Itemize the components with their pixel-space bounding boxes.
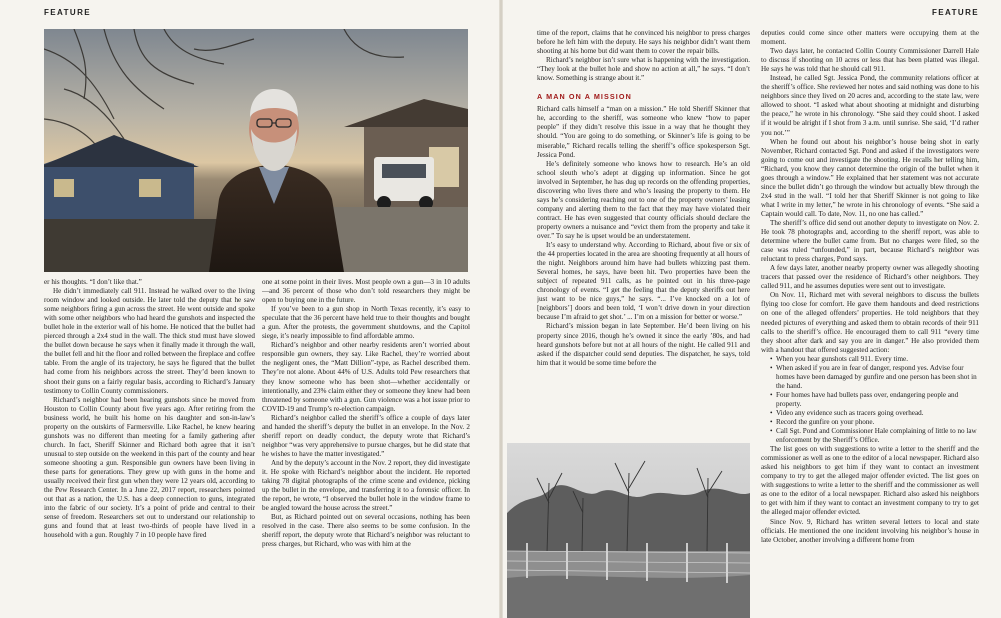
list-item: • Record the gunfire on your phone. [770,418,979,427]
paragraph: When he found out about his neighbor’s house being shot in early November, Richard contacted Sgt. Pond and asked if the investigators were going to come out and investigate the shooting. He recalls her telling him, “Richard, you know they cannot determine the origin of the bullet when it goes through a window.” He explained that her statement was not accurate since the bullet didn’t go through the window but actually blew through the 2x4 stud in the wall. “I told her that Sheriff Skinner is not going to like what I write in my letter,” he wrote in his chronology of events. “She said a Captain would call. To date, Nov. 11, no one has called.” [761,137,979,218]
paragraph: And by the deputy’s account in the Nov. 2 report, they did investigate it. He spoke with Richard’s neighbor about the incident. He reported taking 78 digital photographs of the crime scene and evidence, picking up the bullet in the envelope, and transferring it to a forensic officer. In the report, he wrote, “I observed the bullet hole in the window frame to be angled toward the house across the street.” [262,458,470,513]
paragraph: The list goes on with suggestions to write a letter to the sheriff and the commissioner as well as one to the editor of a local newspaper. Richard also asked his neighbors to get him if they want to contact an investment company to try to get the alleged major offender evicted. The list goes on with suggestions to write a letter to the sheriff and the commissioner as well as one to the editor of a local newspaper. Richard also asked his neighbors to get with him if they want to contact an investment company to try to get the alleged major offender evicted. [761,445,979,517]
section-label-left: FEATURE [44,8,91,17]
article-column-1 [44,278,255,618]
paragraph: He didn’t immediately call 911. Instead he walked over to the living room window and looked outside. He later told the deputy that he saw some neighbors firing a gun across the street. He went outside and spoke with some other neighbors who had heard the gunshots and inspected the bullet hole in the exterior wall of his home. He noticed that the bullet had pierced through a 2x4 stud in the wall. The thick stud must have slowed the bullet down because he says when it finally made it through the wall, the bullet fell and hit the floor and rolled between the fireplace and coffee table. From the angle of its trajectory, he says he figured that the bullet had come from his neighbors across the street. They’d been known to shoot their guns on a fairly regular basis, according to Richard’s January testimony to Collin County commissioners. [44,287,255,395]
paragraph: Richard’s mission began in late September. He’d been living on his property since 2016, though he’s owned it since the early ’80s, and had heard gunshots before but not at all hours of the night. He called 911 and asked if the dispatcher could send deputies. The dispatcher, he says, told him that it would be some time before the [537,322,750,367]
paragraph: Richard’s neighbor had been hearing gunshots since he moved from Houston to Collin County about five years ago. After retiring from the business world, he built his home on his daughter and son-in-law’s property on the outskirts of Farmersville. Like Rachel, he knew hearing gunshots was no different than meeting for a family gathering after church. In fact, Sheriff Skinner and Richard both agree that it isn’t unusual to step outside on the weekend in this part of the county and hear someone shooting a gun. Responsible gun owners have been living in these parts for generations. They grew up with guns in the home and usually received their first gun when they were 12 years old, according to the Pew Research Center. In a June 22, 2017 report, researchers pointed out that as a nation, the U.S. has a deep connection to guns, integrated into the fabric of our society. It’s a point of pride and central to their sense of freedom. Researchers set out to understand our relationship to guns and found that at least two-thirds of people have lived in a household with a gun. Roughly 7 in 10 people have fired [44,395,255,540]
paragraph: time of the report, claims that he convinced his neighbor to press charges before he left him with the deputy. He says his neighbor didn’t want them shooting at his home but did want them to cover the repair bills. [537,29,750,56]
list-item: • Call Sgt. Pond and Commissioner Hale complaining of little to no law enforcement by the Sheriff’s Office. [770,427,979,445]
paragraph: er his thoughts. “I don’t like that.” [44,278,142,286]
paragraph: It’s easy to understand why. According to Richard, about five or six of the 44 properties located in the area are shooting frequently at all hours of the night. Neighbors around him have had bullets whizzing past them. Several homes, he says, have been hit. Two properties have been the subject of repeated 911 calls, as he pointed out in his three-page chronology of events. “I get the feeling that the deputy sheriffs out here just want to be nice guys,” he says. “... I’ve knocked on a lot of [neighbors’] doors and been told, ‘I won’t drive down in your direction because I’m afraid to get shot.’ ... I’m on a mission for better or worse.” [537,241,750,322]
paragraph: Two days later, he contacted Collin County Commissioner Darrell Hale to discuss if shooting on 10 acres or less that has been platted was illegal. He says he was told that he should call 911. [761,47,979,74]
paragraph: deputies could come since other matters were occupying them at the moment. [761,29,979,47]
list-item: • When asked if you are in fear of danger, respond yes. Advise four homes have been damaged by gunfire and one person has been shot in the hand. [770,364,979,391]
paragraph: If you’ve been to a gun shop in North Texas recently, it’s easy to speculate that the 36 percent have held true to their thoughts and bought a gun. After the protests, the government shutdowns, and the Capitol siege, it’s nearly impossible to find affordable ammo. [262,305,470,341]
paragraph: Richard calls himself a “man on a mission.” He told Sheriff Skinner that he, according to the sheriff, was someone who knew “how to paper people” if they didn’t resolve this issue in a way that he thought they should. “You are going to do something, or Skinner’s life is going to be miserable,” Richard recalls telling the sheriff’s office spokesperson Sgt. Jessica Pond. [537,105,750,159]
paragraph: A few days later, another nearby property owner was allegedly shooting tracers that passed over the residence of Richard’s other neighbors. They called 911, and he assumes deputies were sent out to investigate. [761,264,979,291]
paragraph: one at some point in their lives. Most people own a gun—3 in 10 adults—and 36 percent of those who don’t told researchers they might be open to buying one in the future. [262,278,470,305]
list-item: • Video any evidence such as tracers going overhead. [770,409,979,418]
suggested-action-list [761,355,979,445]
portrait-photo [44,29,468,272]
article-column-3 [537,29,750,439]
paragraph: Richard’s neighbor isn’t sure what is happening with the investigation. “They look at the bullet hole and show no action at all,” he says. “I don’t know. Something is strange about it.” [537,56,750,83]
section-label-right: FEATURE [932,8,979,17]
subheading: A MAN ON A MISSION [537,92,632,102]
field-photo [507,443,750,618]
article-column-2 [262,278,470,618]
paragraph: The sheriff’s office did send out another deputy to investigate on Nov. 2. He took 78 photographs and, according to the sheriff report, was able to determine where the bullet came from. But no charges were filed, so the case was ruled “unfounded,” in part, because Richard’s neighbor was reluctant to press charges, Pond says. [761,218,979,264]
paragraph: He’s definitely someone who knows how to research. He’s an old school sleuth who’s adept at digging up information. Since he got involved in September, he has dug up records on the offending properties, discovering who lives there and who’s leasing the property to them. He says he’s considering reaching out to one of the property owners’ leasing company and alerting them to the fact that they may have violated their contract. He has even suggested that county officials should declare the property owners a nuisance and “evict them from the property and take it over.” To say he is upset would be an understatement. [537,159,750,240]
list-item: • Four homes have had bullets pass over, endangering people and property. [770,391,979,409]
page-gutter [499,0,503,618]
paragraph: Richard’s neighbor and other nearby residents aren’t worried about responsible gun owners, they say. Like Rachel, they’re worried about the negligent ones, the “Matt Dillion”-type, as Rachel described them. They’re not alone. About 44% of U.S. Adults told Pew researchers that they know someone who has been shot—whether accidentally or intentionally, and 23% claim either they or someone they knew had been threatened by someone with a gun. Gun violence was a hot issue prior to COVID-19 and Trump’s re-election campaign. [262,341,470,413]
paragraph: Richard’s neighbor called the sheriff’s office a couple of days later and handed the sheriff’s deputy the bullet in an envelope. In the Nov. 2 sheriff report on deadly conduct, the deputy wrote that Richard’s neighbor “was very apprehensive to pursue charges, but he did state that he wishes to have the matter investigated.” [262,413,470,458]
paragraph: But, as Richard pointed out on several occasions, nothing has been resolved in the case. There also seems to be some confusion. In the sheriff report, the deputy wrote that Richard’s neighbor was reluctant to press charges, but Richard, who was with him at the [262,513,470,549]
paragraph: Instead, he called Sgt. Jessica Pond, the community relations officer at the sheriff’s office. She reviewed her notes and said nothing was done to his neighbors since they lived on 20 acres and, according to the state law, were allowed to shoot. “I asked what about shooting at midnight and disturbing the peace,” he wrote in his chronology. “She said they could shoot. I asked if it would be alright if I shot from 3 a.m. until sunrise. She said, ‘I’d rather you not.’” [761,74,979,137]
paragraph: Since Nov. 9, Richard has written several letters to local and state officials. He mentioned the one incident involving his neighbor’s house in late October, another involving a different home from [761,517,979,544]
paragraph: On Nov. 11, Richard met with several neighbors to discuss the bullets flying too close for comfort. He gave them handouts and deed restrictions on one of the alleged offenders’ properties. He told neighbors that they needed pictures of everything and asked them to obtain records of their 911 calls to the sheriff’s office. He encouraged them to call 911 “every time they shoot after dark and say you are in danger.” He also provided them with a handout that offered suggested action: [761,291,979,354]
list-item: • When you hear gunshots call 911. Every time. [770,355,979,364]
article-column-4 [761,29,979,618]
